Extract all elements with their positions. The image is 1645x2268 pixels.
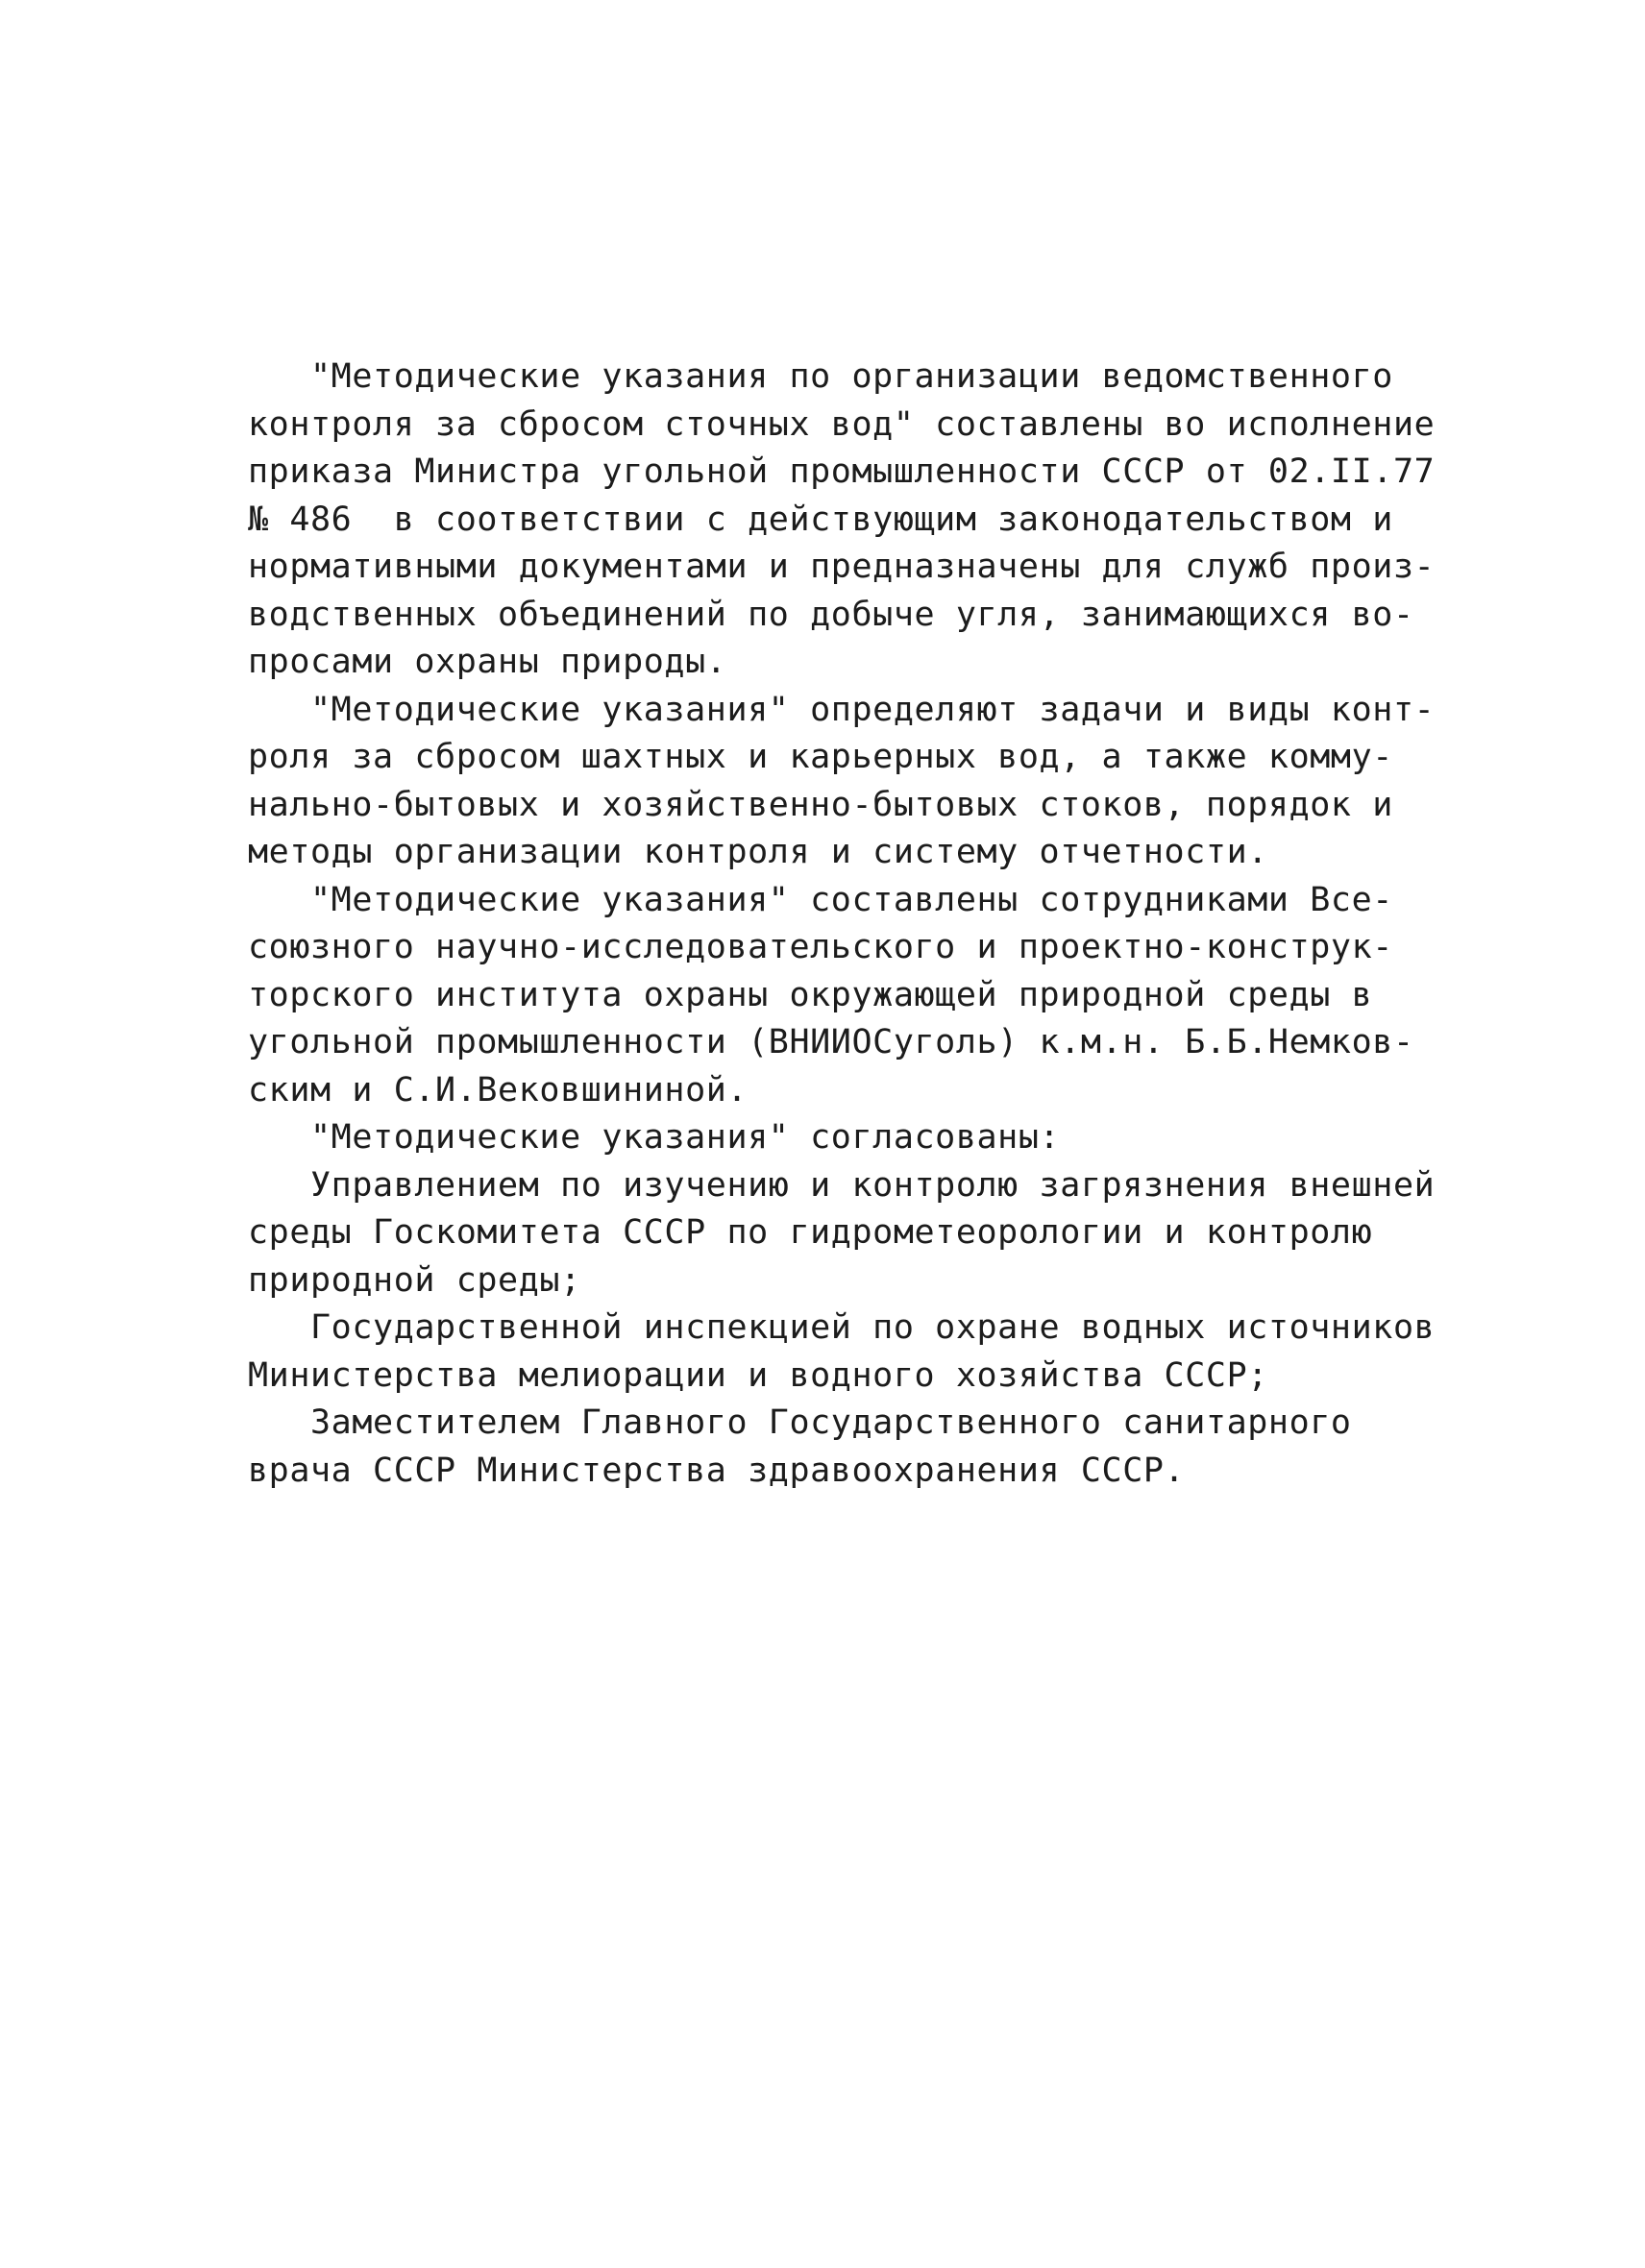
paragraph-2 — [248, 687, 1436, 877]
text-line: "Методические указания" согласованы: — [248, 1118, 1061, 1157]
paragraph-4 — [248, 1114, 1430, 1162]
text-line: контроля за сбросом сточных вод" составлены во исполнение — [248, 404, 1436, 444]
paragraph-7 — [248, 1400, 1430, 1495]
paragraph-6 — [248, 1305, 1436, 1400]
text-line: природной среды; — [248, 1260, 581, 1300]
text-line: Управлением по изучению и контролю загрязнения внешней — [248, 1165, 1436, 1205]
text-line: Государственной инспекцией по охране водных источников — [248, 1308, 1436, 1347]
text-line: водственных объединений по добыче угля, занимающихся во- — [248, 595, 1414, 634]
text-line: роля за сбросом шахтных и карьерных вод, а также комму- — [248, 738, 1393, 776]
text-line: приказа Министра угольной промышленности СССР от 02.II.77 — [248, 452, 1436, 491]
text-line: союзного научно-исследовательского и проектно-конструк- — [248, 928, 1393, 966]
text-line: просами охраны природы. — [248, 643, 727, 681]
paragraph-3 — [248, 877, 1430, 1115]
text-line: № 486 в соответствии с действующим законодательством и — [248, 500, 1393, 539]
text-line: "Методические указания" составлены сотрудниками Все- — [248, 880, 1393, 919]
text-line: "Методические указания по организации ведомственного — [248, 357, 1393, 396]
text-line: среды Госкомитета СССР по гидрометеорологии и контролю — [248, 1213, 1373, 1252]
document-body — [248, 354, 1436, 1495]
text-line: методы организации контроля и систему отчетности. — [248, 833, 1268, 871]
text-line: нально-бытовых и хозяйственно-бытовых стоков, порядок и — [248, 785, 1393, 824]
text-line: торского института охраны окружающей природной среды в — [248, 975, 1373, 1014]
text-line: Заместителем Главного Государственного санитарного — [248, 1403, 1352, 1442]
text-line: "Методические указания" определяют задачи и виды конт- — [248, 690, 1436, 729]
paragraph-5 — [248, 1162, 1436, 1305]
text-line: врача СССР Министерства здравоохранения СССР. — [248, 1451, 1186, 1490]
text-line: нормативными документами и предназначены для служб произ- — [248, 548, 1436, 586]
text-line: угольной промышленности (ВНИИОСуголь) к.м.н. Б.Б.Немков- — [248, 1023, 1414, 1061]
text-line: ским и С.И.Вековшининой. — [248, 1070, 749, 1110]
text-line: Министерства мелиорации и водного хозяйства СССР; — [248, 1355, 1268, 1395]
paragraph-1 — [248, 354, 1436, 687]
